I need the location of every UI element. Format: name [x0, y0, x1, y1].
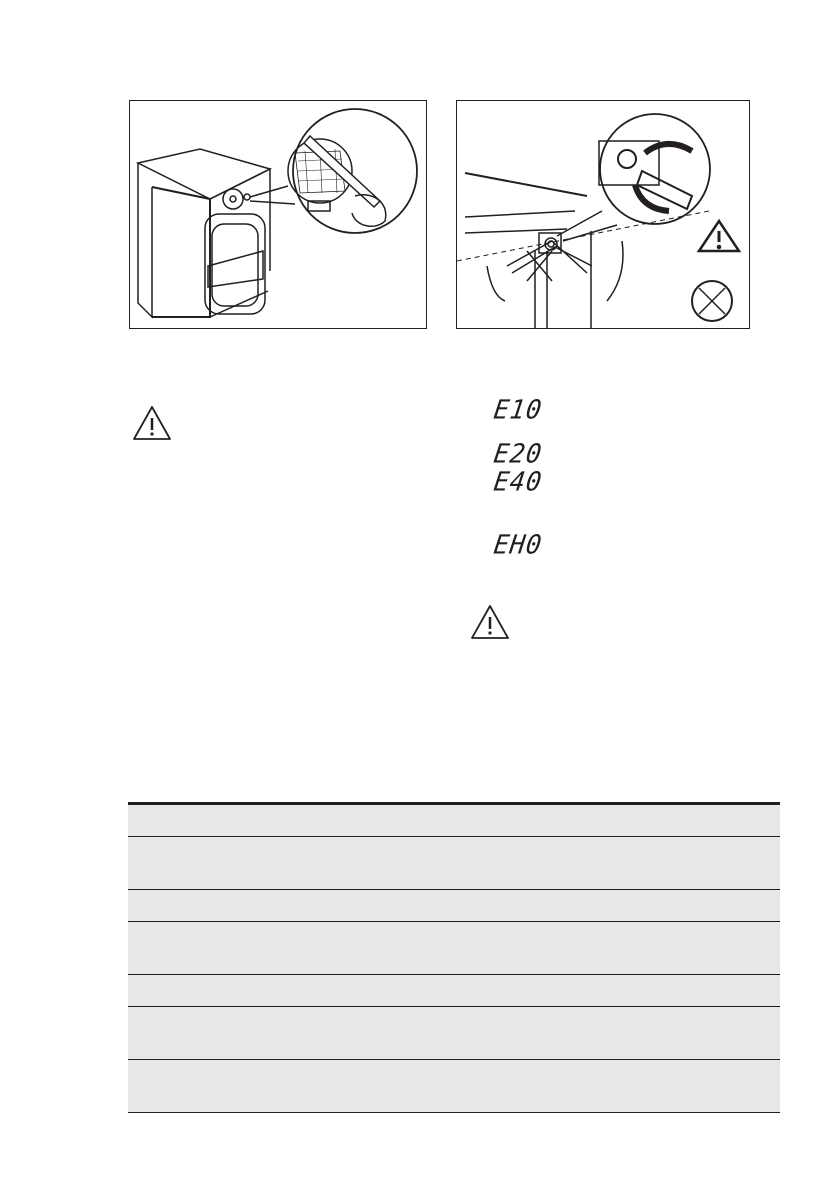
figure-drain-hose-connection: [456, 100, 750, 329]
troubleshooting-table: [128, 802, 780, 1113]
table-row: [128, 837, 780, 890]
warning-icon: [469, 603, 511, 641]
table-row: [128, 922, 780, 975]
error-code-eh0: EH0: [491, 529, 545, 560]
table-row: [128, 890, 780, 922]
table-row: [128, 805, 780, 837]
error-code-e40: E40: [491, 466, 545, 497]
error-code-e20: E20: [491, 438, 545, 469]
figure-inlet-filter-cleaning: [129, 100, 427, 329]
warning-icon: [131, 404, 173, 442]
error-code-e10: E10: [491, 394, 545, 425]
table-row: [128, 1060, 780, 1113]
table-row: [128, 1007, 780, 1060]
table-row: [128, 975, 780, 1007]
